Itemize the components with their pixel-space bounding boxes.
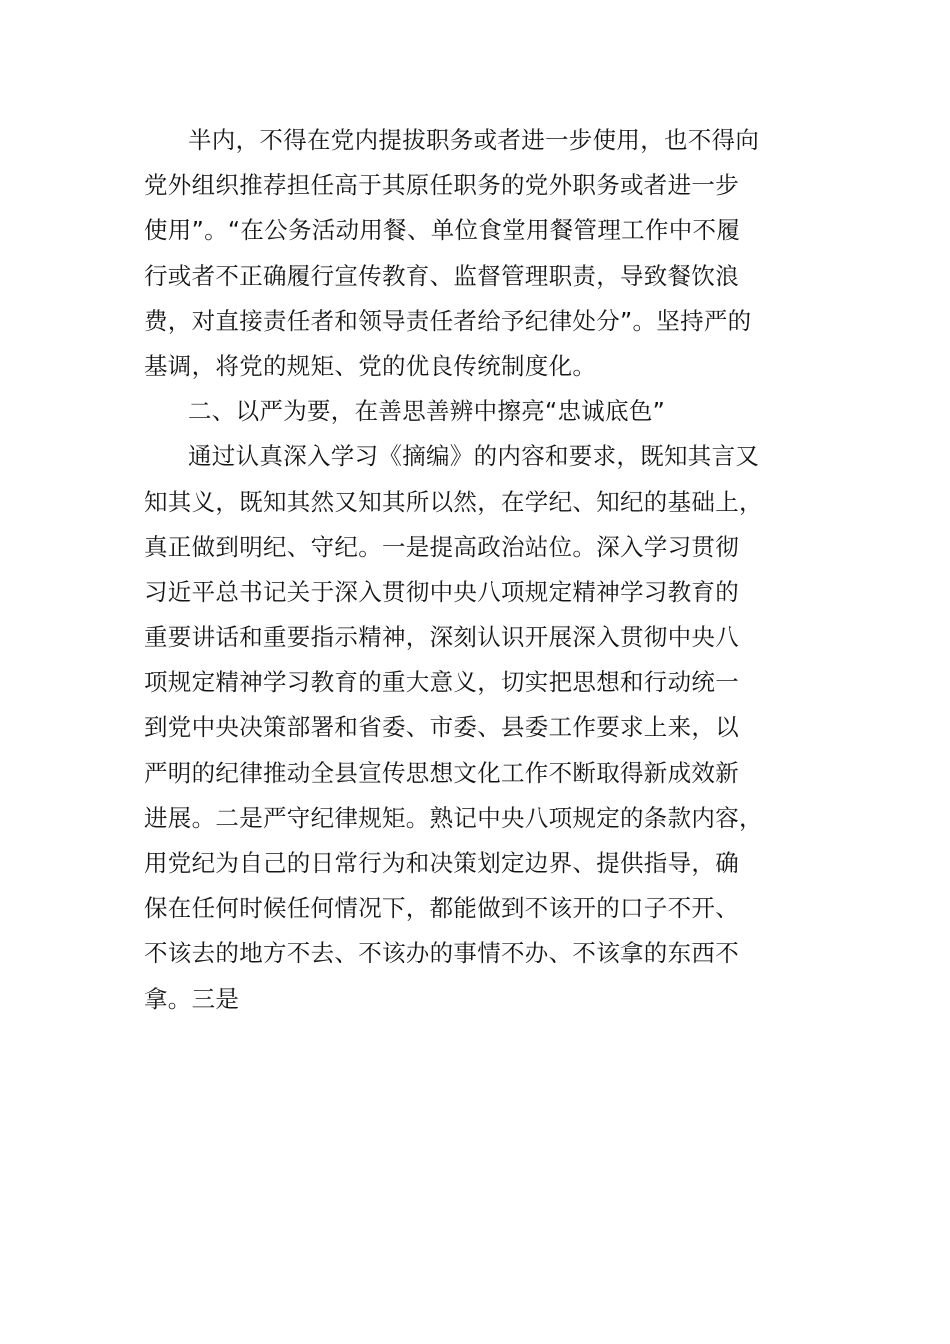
text-line: 不该去的地方不去、不该办的事情不办、不该拿的东西不 <box>144 939 739 968</box>
text-line: 知其义，既知其然又知其所以然，在学纪、知纪的基础上， <box>144 487 763 516</box>
text-line: 党外组织推荐担任高于其原任职务的党外职务或者进一步 <box>144 171 739 200</box>
text-line: 用党纪为自己的日常行为和决策划定边界、提供指导，确 <box>144 849 739 877</box>
text-line: 重要讲话和重要指示精神，深刻认识开展深入贯彻中央八 <box>144 623 739 652</box>
text-line: 使用”。“在公务活动用餐、单位食堂用餐管理工作中不履 <box>144 216 741 245</box>
text-line: 进展。二是严守纪律规矩。熟记中央八项规定的条款内容， <box>144 803 763 832</box>
text-line: 通过认真深入学习《摘编》的内容和要求，既知其言又 <box>188 442 760 471</box>
text-line: 真正做到明纪、守纪。一是提高政治站位。深入学习贯彻 <box>144 532 739 561</box>
text-line: 费，对直接责任者和领导责任者给予纪律处分”。坚持严的 <box>144 306 752 335</box>
text-line: 行或者不正确履行宣传教育、监督管理职责，导致餐饮浪 <box>144 261 739 290</box>
section-heading: 二、以严为要，在善思善辨中擦亮“忠诚底色” <box>188 397 666 426</box>
text-line: 到党中央决策部署和省委、市委、县委工作要求上来，以 <box>144 713 739 742</box>
text-line: 半内，不得在党内提拔职务或者进一步使用，也不得向 <box>188 126 760 154</box>
body-text <box>144 118 804 1022</box>
text-line: 习近平总书记关于深入贯彻中央八项规定精神学习教育的 <box>144 577 739 606</box>
text-line: 拿。三是 <box>144 984 240 1013</box>
text-line: 保在任何时候任何情况下，都能做到不该开的口子不开、 <box>144 894 739 923</box>
text-line: 严明的纪律推动全县宣传思想文化工作不断取得新成效新 <box>144 758 739 787</box>
text-line: 基调，将党的规矩、党的优良传统制度化。 <box>144 351 597 380</box>
text-line: 项规定精神学习教育的重大意义，切实把思想和行动统一 <box>144 668 739 697</box>
